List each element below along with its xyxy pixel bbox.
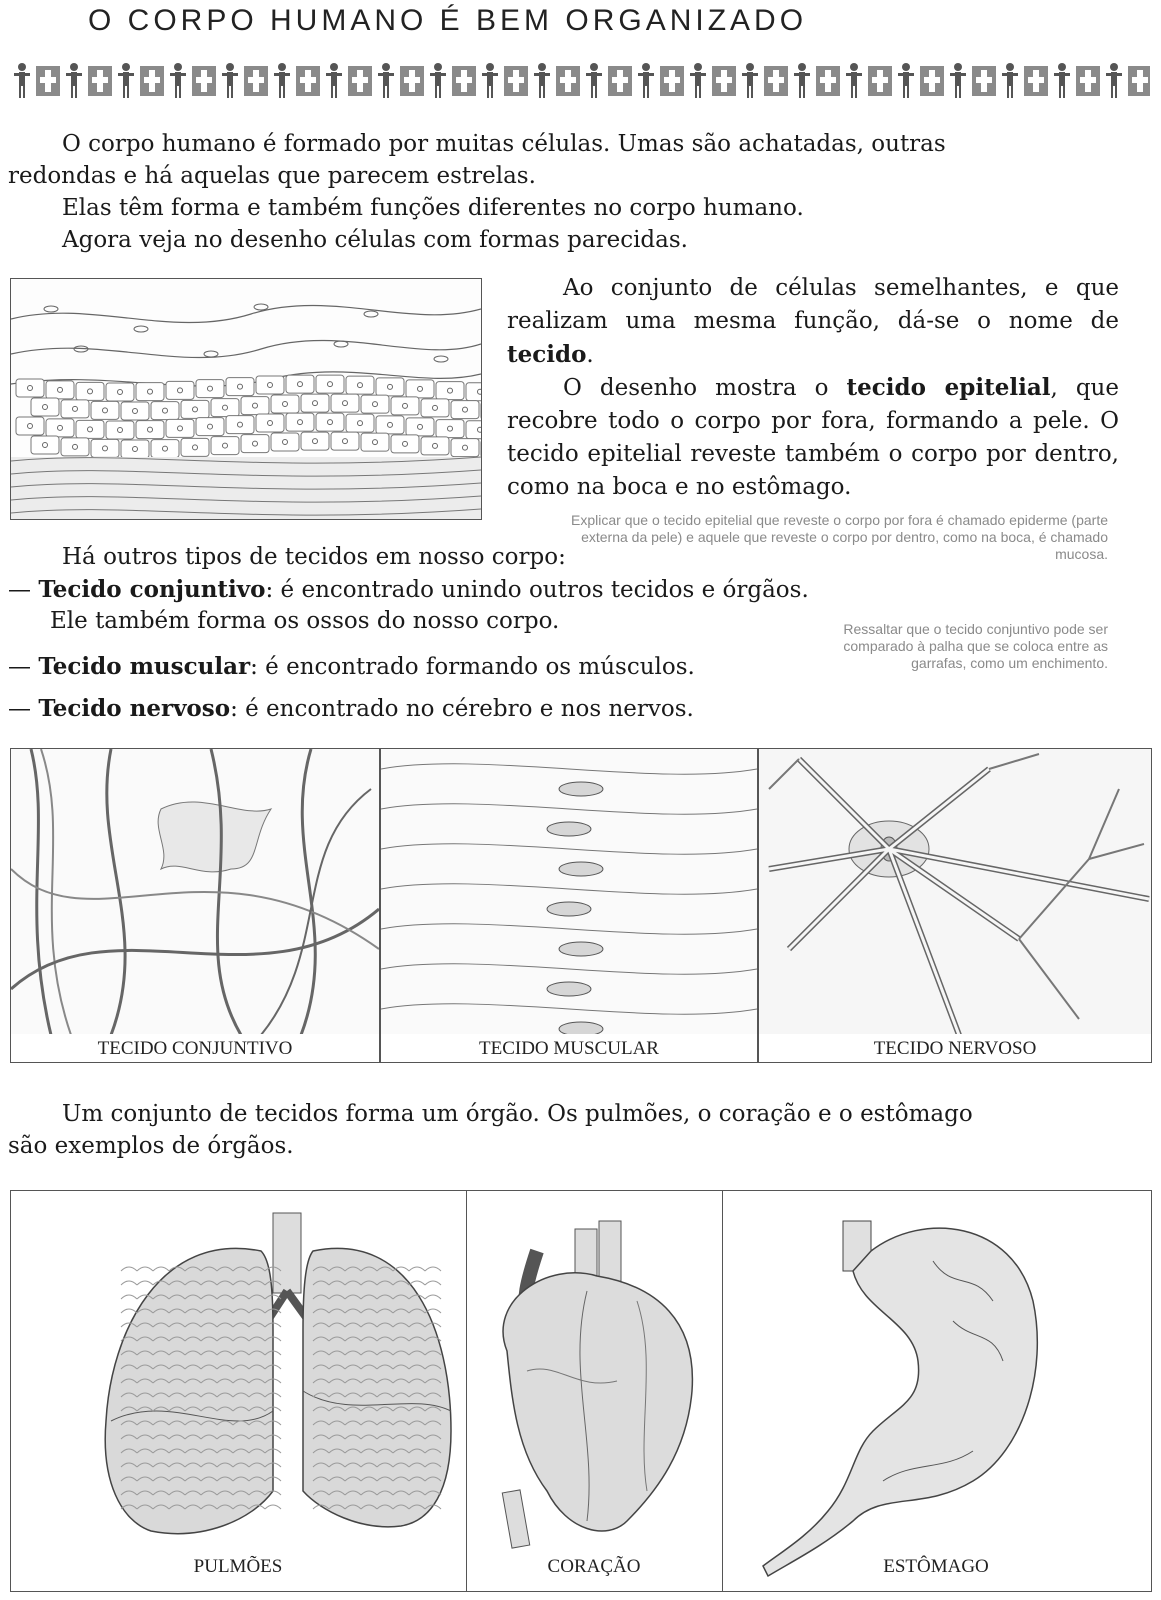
epithelial-cell — [301, 394, 329, 412]
epithelial-text-1: O desenho mostra o — [563, 375, 847, 401]
teacher-note-conjuntivo: Ressaltar que o tecido conjuntivo pode ser comparado à palha que se coloca entre as garrafas, como um enchimento. — [843, 621, 1108, 671]
epithelial-cell — [61, 400, 89, 418]
epithelial-cell — [316, 413, 344, 431]
page-title: O CORPO HUMANO É BEM ORGANIZADO — [88, 4, 808, 37]
tissue-def-text-2: . — [586, 342, 594, 368]
epithelial-cell — [466, 421, 482, 439]
cross-icon — [296, 66, 320, 96]
person-icon — [742, 63, 758, 98]
person-icon — [118, 63, 134, 98]
person-icon — [222, 63, 238, 98]
epithelial-cell — [271, 433, 299, 451]
muscle-nucleus — [547, 902, 591, 916]
intro-line-1: O corpo humano é formado por muitas células. Umas são achatadas, outras — [62, 131, 946, 157]
person-icon — [14, 63, 30, 98]
epithelial-cell — [61, 438, 89, 456]
intro-line-3: Elas têm forma e também funções diferentes no corpo humano. — [62, 195, 804, 221]
epithelial-cell — [301, 432, 329, 450]
caption-tecido-nervoso: TECIDO NERVOSO — [873, 1038, 1037, 1059]
cross-icon — [1128, 66, 1150, 96]
epithelial-cell — [76, 382, 104, 400]
tissue-term: tecido — [507, 341, 587, 368]
epithelial-cell — [481, 402, 482, 420]
cross-icon — [244, 66, 268, 96]
person-icon — [690, 63, 706, 98]
epithelial-cell — [481, 440, 482, 458]
person-icon — [794, 63, 810, 98]
cross-icon — [36, 66, 60, 96]
tissue-name: Tecido muscular — [38, 653, 251, 680]
epithelial-cell — [136, 383, 164, 401]
epithelial-cell — [436, 420, 464, 438]
cross-icon — [660, 66, 684, 96]
epithelial-cell — [226, 378, 254, 396]
person-icon — [534, 63, 550, 98]
conjuntivo-extra-line: Ele também forma os ossos do nosso corpo. — [50, 608, 560, 634]
cross-icon — [920, 66, 944, 96]
epithelial-paragraph — [507, 371, 1119, 504]
epithelial-cell — [286, 375, 314, 393]
epithelial-cell — [451, 439, 479, 457]
muscle-nucleus — [547, 822, 591, 836]
lungs-drawing — [10, 1190, 468, 1592]
organ-text-line-1: Um conjunto de tecidos forma um órgão. Os pulmões, o coração e o estômago — [62, 1101, 973, 1127]
tissue-list-item-muscular — [8, 650, 695, 684]
epithelial-cell — [451, 401, 479, 419]
tissue-def-text-1: Ao conjunto de células semelhantes, e que realizam uma mesma função, dá-se o nome de — [507, 275, 1119, 334]
person-icon — [482, 63, 498, 98]
tissue-desc: : é encontrado unindo outros tecidos e órgãos. — [265, 577, 809, 603]
cross-icon — [868, 66, 892, 96]
organ-text-line-2: são exemplos de órgãos. — [8, 1133, 294, 1159]
caption-tecido-conjuntivo: TECIDO CONJUNTIVO — [97, 1038, 293, 1059]
epithelial-cell — [391, 397, 419, 415]
cross-icon — [504, 66, 528, 96]
connective-tissue-drawing — [10, 748, 380, 1036]
person-icon — [638, 63, 654, 98]
person-icon — [430, 63, 446, 98]
muscle-tissue-drawing — [380, 748, 758, 1036]
person-icon — [898, 63, 914, 98]
epithelial-cell — [406, 380, 434, 398]
person-icon — [274, 63, 290, 98]
cross-icon — [1076, 66, 1100, 96]
dash: — — [8, 577, 31, 603]
muscle-nucleus — [559, 782, 603, 796]
cross-icon — [452, 66, 476, 96]
other-tissues-intro: Há outros tipos de tecidos em nosso corpo: — [62, 544, 566, 570]
person-icon — [1002, 63, 1018, 98]
epithelial-cell — [166, 381, 194, 399]
epithelial-cell — [226, 416, 254, 434]
epithelial-cell — [286, 413, 314, 431]
epithelial-cell — [376, 378, 404, 396]
muscle-nucleus — [559, 942, 603, 956]
person-icon — [1106, 63, 1122, 98]
person-icon — [950, 63, 966, 98]
epithelial-cell — [436, 382, 464, 400]
epithelial-cell — [421, 399, 449, 417]
stomach-drawing — [722, 1190, 1152, 1592]
epithelial-cell — [211, 437, 239, 455]
epithelial-tissue-drawing — [10, 278, 482, 520]
epithelial-cell — [466, 383, 482, 401]
dash: — — [8, 654, 31, 680]
intro-line-4: Agora veja no desenho células com formas parecidas. — [62, 227, 688, 253]
tissue-name: Tecido conjuntivo — [38, 576, 266, 603]
tissue-list-item-conjuntivo — [8, 573, 809, 607]
cross-icon — [140, 66, 164, 96]
cross-icon — [1024, 66, 1048, 96]
muscle-nucleus — [559, 862, 603, 876]
person-icon — [326, 63, 342, 98]
person-icon — [1054, 63, 1070, 98]
cross-icon — [816, 66, 840, 96]
person-icon — [846, 63, 862, 98]
person-icon — [170, 63, 186, 98]
epithelial-cell — [166, 419, 194, 437]
epithelial-cell — [121, 440, 149, 458]
epithelial-cell — [196, 418, 224, 436]
epithelial-term: tecido epitelial — [846, 374, 1051, 401]
cross-icon — [608, 66, 632, 96]
epithelial-cell — [241, 435, 269, 453]
tissue-desc: : é encontrado formando os músculos. — [250, 654, 695, 680]
epithelial-cell — [16, 417, 44, 435]
epithelial-cell — [31, 436, 59, 454]
heart-drawing — [466, 1190, 724, 1592]
epithelial-cell — [391, 435, 419, 453]
caption-coracao: CORAÇÃO — [547, 1556, 641, 1577]
epithelial-cell — [361, 433, 389, 451]
epithelial-cell — [46, 419, 74, 437]
epithelial-cell — [16, 379, 44, 397]
caption-pulmoes: PULMÕES — [193, 1556, 283, 1577]
epithelial-cell — [406, 418, 434, 436]
epithelial-cell — [256, 376, 284, 394]
caption-estomago: ESTÔMAGO — [883, 1556, 989, 1577]
epithelial-cell — [76, 420, 104, 438]
cross-icon — [712, 66, 736, 96]
epithelial-cell — [376, 416, 404, 434]
tissue-desc: : é encontrado no cérebro e nos nervos. — [230, 696, 694, 722]
cross-icon — [192, 66, 216, 96]
epithelial-cell — [31, 398, 59, 416]
epithelial-cell — [196, 380, 224, 398]
person-icon — [586, 63, 602, 98]
dash: — — [8, 696, 31, 722]
epithelial-cell — [331, 432, 359, 450]
muscle-nucleus — [547, 982, 591, 996]
tissue-list-item-nervoso — [8, 692, 694, 726]
caption-tecido-muscular: TECIDO MUSCULAR — [479, 1038, 659, 1059]
epithelial-cell — [271, 395, 299, 413]
cross-icon — [348, 66, 372, 96]
tissue-definition-paragraph — [507, 272, 1119, 372]
epithelial-cell — [346, 376, 374, 394]
epithelial-cell — [151, 402, 179, 420]
epithelial-cell — [151, 440, 179, 458]
epithelial-cell — [316, 375, 344, 393]
epithelial-cell — [346, 414, 374, 432]
epithelial-cell — [181, 400, 209, 418]
epithelial-cell — [91, 401, 119, 419]
person-icon — [378, 63, 394, 98]
epithelial-cell — [241, 397, 269, 415]
intro-line-2: redondas e há aquelas que parecem estrelas. — [8, 163, 536, 189]
cross-icon — [88, 66, 112, 96]
epithelial-cell — [256, 414, 284, 432]
tissue-name: Tecido nervoso — [38, 695, 231, 722]
epithelial-cell — [121, 402, 149, 420]
cross-icon — [972, 66, 996, 96]
teacher-note-epiderme: Explicar que o tecido epitelial que reveste o corpo por fora é chamado epiderme (parte externa da pele) e aquele que reveste o corpo por dentro, como na boca, é chamado mucosa. — [571, 512, 1108, 562]
epithelial-cell — [106, 383, 134, 401]
epithelial-cell — [361, 395, 389, 413]
epithelial-cell — [181, 438, 209, 456]
cross-icon — [764, 66, 788, 96]
epithelial-cell — [106, 421, 134, 439]
nervous-tissue-drawing — [758, 748, 1152, 1036]
epithelial-cell — [211, 399, 239, 417]
epithelial-cell — [331, 394, 359, 412]
epithelial-cell — [421, 437, 449, 455]
cross-icon — [556, 66, 580, 96]
epithelial-text-2: , que recobre todo o corpo por fora, formando a pele. O tecido epitelial reveste também o corpo por dentro, como na boca e no estômago. — [507, 375, 1119, 500]
person-icon — [66, 63, 82, 98]
epithelial-cell — [46, 381, 74, 399]
epithelial-cell — [136, 421, 164, 439]
cross-icon — [400, 66, 424, 96]
decorative-human-border — [10, 60, 1150, 100]
epithelial-cell — [91, 439, 119, 457]
